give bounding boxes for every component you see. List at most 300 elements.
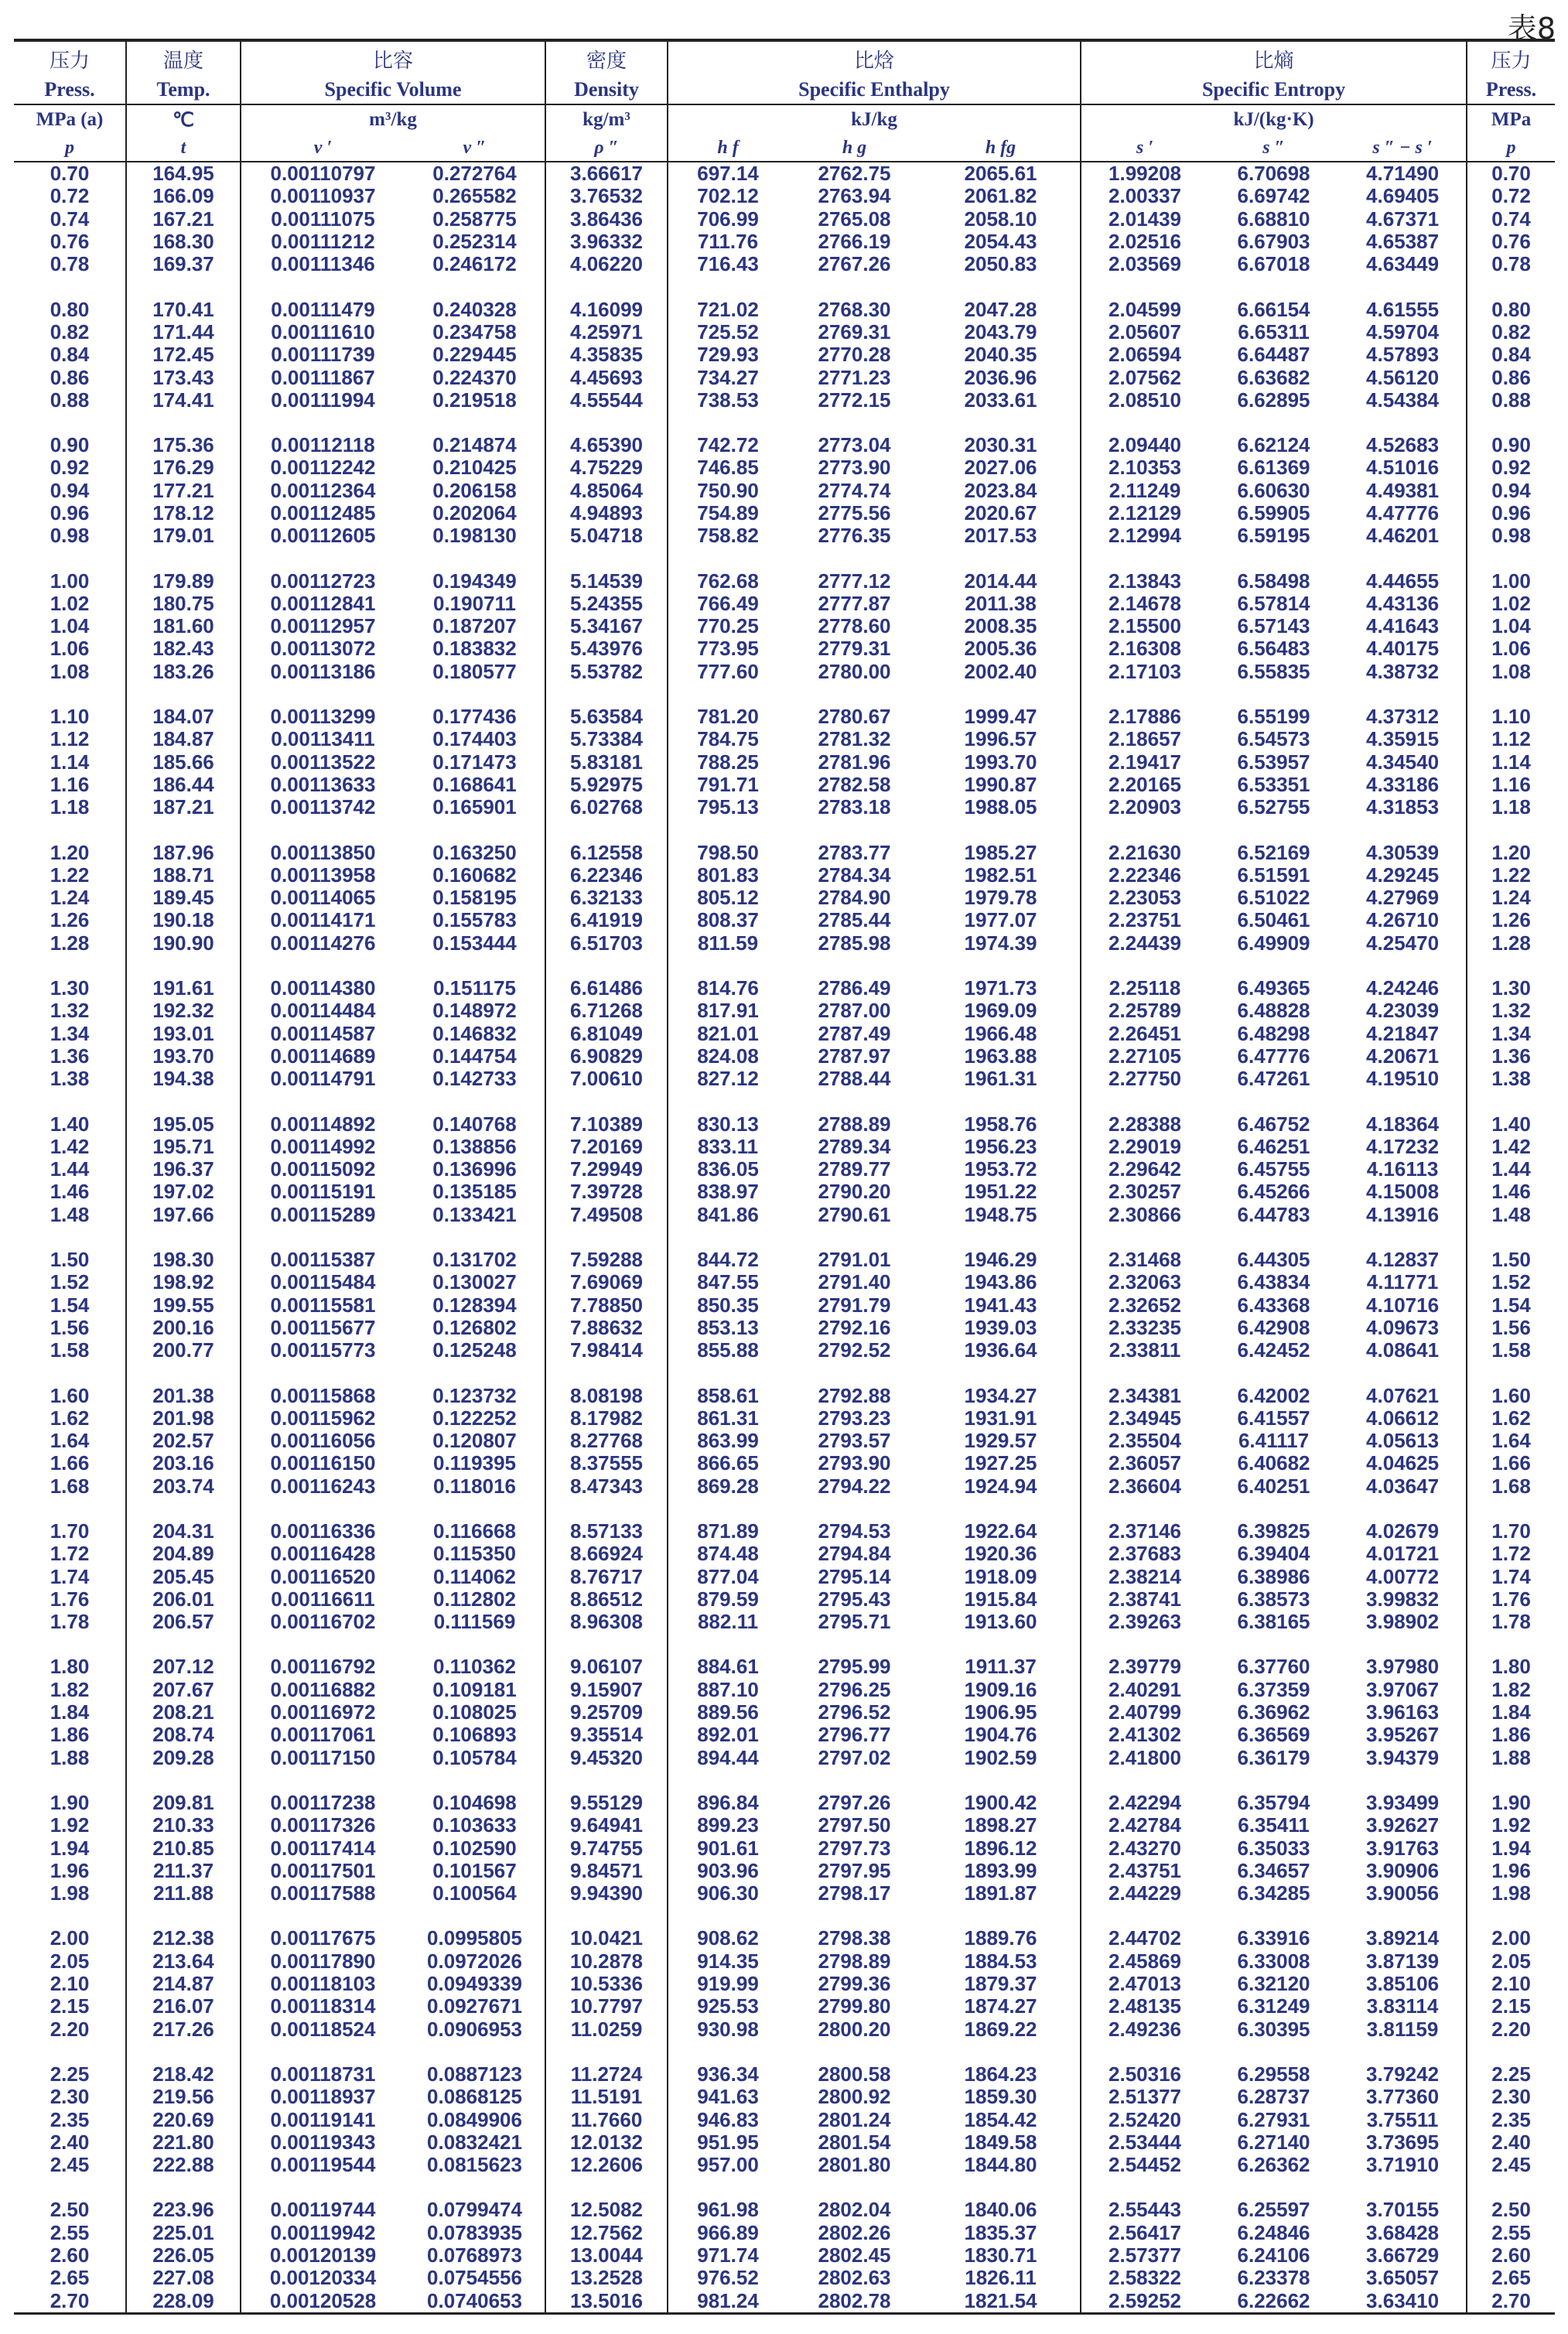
cell-sg: 6.44783 — [1237, 1203, 1310, 1226]
cell-temp: 183.26 — [126, 661, 241, 683]
cell-hg: 2797.95 — [818, 1859, 891, 1882]
cell-vg: 0.128394 — [432, 1293, 517, 1317]
cell-hfg: 2008.35 — [964, 615, 1037, 638]
cell-sg: 6.35033 — [1237, 1837, 1310, 1860]
cell-hg: 2765.08 — [818, 207, 891, 231]
cell-sfg: 4.13916 — [1366, 1203, 1440, 1226]
cell-temp: 198.30 — [126, 1249, 241, 1271]
cell-sf: 2.35504 — [1081, 1430, 1208, 1452]
cell-sg: 6.61369 — [1237, 456, 1310, 480]
cell-press2: 1.80 — [1467, 1656, 1555, 1678]
cell-hg: 2798.17 — [818, 1882, 891, 1905]
spacer-cell — [545, 2176, 668, 2199]
cell-sg: 6.33008 — [1237, 1950, 1310, 1973]
table-row — [14, 1384, 1555, 1406]
cell-vg: 0.0972026 — [427, 1950, 522, 1973]
cell-temp: 203.74 — [126, 1475, 241, 1498]
cell-vf: 0.00116702 — [241, 1611, 405, 1633]
cell-sg: 6.37359 — [1237, 1678, 1310, 1701]
header-enthalpy-unit: kJ/kg — [668, 104, 1081, 135]
cell-press: 1.18 — [50, 796, 90, 819]
spacer-cell — [1081, 955, 1208, 977]
cell-vg: 0.106893 — [432, 1724, 517, 1747]
cell-rho: 13.2528 — [545, 2267, 668, 2289]
cell-hfg: 1864.23 — [964, 2062, 1037, 2086]
cell-press2: 2.15 — [1467, 1995, 1555, 2018]
cell-rho: 11.7660 — [545, 2108, 668, 2131]
cell-press: 1.24 — [50, 887, 90, 910]
spacer-cell — [14, 1633, 126, 1656]
cell-sfg: 3.87139 — [1366, 1950, 1440, 1973]
cell-hfg: 1956.23 — [964, 1135, 1037, 1158]
cell-vg: 0.118016 — [433, 1475, 517, 1498]
table-row — [14, 253, 1555, 275]
cell-hg: 2798.38 — [818, 1927, 891, 1950]
spacer-cell — [668, 1226, 787, 1249]
cell-press2: 0.92 — [1467, 456, 1555, 479]
table-row — [14, 1181, 1555, 1203]
cell-hf: 766.49 — [668, 593, 787, 615]
cell-rho: 3.76532 — [545, 185, 668, 207]
table-row — [14, 2222, 1555, 2244]
cell-vg: 0.138856 — [432, 1135, 517, 1158]
cell-vg: 0.135185 — [432, 1181, 517, 1204]
cell-hf: 871.89 — [668, 1520, 787, 1543]
spacer-cell — [921, 2176, 1081, 2199]
cell-vf: 0.00115092 — [241, 1158, 405, 1181]
spacer-cell — [241, 683, 405, 706]
cell-hf: 946.83 — [668, 2108, 787, 2131]
table-row — [14, 1882, 1555, 1905]
table-label: 表8 — [1507, 12, 1556, 46]
cell-rho: 9.74755 — [545, 1837, 668, 1859]
cell-hg: 2796.52 — [818, 1700, 891, 1724]
cell-sf: 2.38214 — [1081, 1565, 1208, 1587]
cell-sf: 2.36057 — [1081, 1452, 1208, 1475]
spacer-cell — [1339, 1498, 1467, 1520]
cell-temp: 167.21 — [126, 208, 241, 231]
cell-press: 1.56 — [50, 1316, 90, 1339]
cell-hg: 2782.58 — [818, 773, 891, 796]
cell-sg: 6.52755 — [1237, 796, 1310, 819]
cell-press2: 1.84 — [1467, 1701, 1555, 1724]
table-row — [14, 185, 1555, 207]
cell-sf: 2.49236 — [1081, 2018, 1208, 2040]
cell-vf: 0.00119544 — [241, 2154, 405, 2176]
cell-vf: 0.00110937 — [241, 185, 405, 207]
cell-hf: 697.14 — [668, 162, 787, 185]
cell-rho: 10.0421 — [545, 1927, 668, 1950]
cell-sg: 6.24106 — [1237, 2243, 1310, 2267]
cell-temp: 184.87 — [126, 728, 241, 750]
cell-sg: 6.41117 — [1238, 1429, 1310, 1453]
cell-vg: 0.187207 — [432, 615, 517, 638]
header-volume-en: Specific Volume — [241, 76, 545, 104]
cell-hf: 821.01 — [668, 1023, 787, 1045]
spacer-cell — [1467, 1362, 1555, 1384]
cell-temp: 198.92 — [126, 1271, 241, 1293]
cell-sg: 6.28737 — [1237, 2086, 1310, 2109]
spacer-cell — [668, 1090, 787, 1112]
cell-vg: 0.126802 — [432, 1316, 517, 1339]
cell-sf: 2.25118 — [1081, 977, 1208, 1000]
cell-sg: 6.57143 — [1237, 615, 1310, 638]
cell-hg: 2802.26 — [818, 2221, 891, 2244]
cell-press2: 1.26 — [1467, 909, 1555, 931]
cell-sf: 2.27750 — [1081, 1068, 1208, 1090]
spacer-cell — [787, 683, 921, 706]
cell-press: 1.04 — [50, 615, 90, 638]
cell-press: 1.80 — [50, 1656, 90, 1679]
spacer-cell — [1208, 2041, 1339, 2063]
cell-sfg: 3.97980 — [1366, 1656, 1440, 1679]
cell-sf: 2.18657 — [1081, 728, 1208, 750]
cell-hg: 2787.49 — [818, 1022, 891, 1045]
cell-vg: 0.122252 — [432, 1406, 517, 1430]
cell-sg: 6.67018 — [1237, 253, 1310, 276]
spacer-cell — [1339, 547, 1467, 569]
header-sfg-symbol: s ″ − s ′ — [1339, 135, 1467, 162]
spacer-cell — [921, 412, 1081, 434]
cell-press2: 1.30 — [1467, 977, 1555, 1000]
cell-sfg: 4.37312 — [1366, 705, 1440, 729]
cell-hg: 2786.49 — [818, 976, 891, 1000]
cell-vf: 0.00113633 — [241, 774, 405, 796]
cell-press: 1.02 — [50, 592, 90, 615]
cell-sf: 2.59252 — [1081, 2289, 1208, 2313]
cell-temp: 166.09 — [126, 185, 241, 207]
cell-rho: 10.5336 — [545, 1973, 668, 1995]
spacer-cell — [1081, 275, 1208, 298]
cell-vf: 0.00116972 — [241, 1701, 405, 1724]
cell-vf: 0.00113299 — [241, 706, 405, 728]
cell-sf: 2.17886 — [1081, 706, 1208, 728]
cell-temp: 204.31 — [126, 1520, 241, 1543]
cell-vg: 0.0799474 — [427, 2199, 522, 2222]
cell-sfg: 4.08641 — [1366, 1339, 1440, 1362]
cell-press2: 0.78 — [1467, 253, 1555, 275]
cell-sfg: 4.33186 — [1366, 773, 1440, 796]
cell-temp: 213.64 — [126, 1950, 241, 1973]
cell-vf: 0.00117414 — [241, 1837, 405, 1859]
cell-rho: 10.7797 — [545, 1995, 668, 2018]
cell-sfg: 4.07621 — [1366, 1384, 1440, 1407]
cell-press2: 1.52 — [1467, 1271, 1555, 1293]
cell-sf: 2.37146 — [1081, 1520, 1208, 1543]
spacer-cell — [787, 1633, 921, 1656]
cell-sg: 6.23378 — [1237, 2267, 1310, 2290]
cell-sf: 2.23053 — [1081, 887, 1208, 909]
cell-press: 0.98 — [50, 525, 90, 548]
cell-press: 1.14 — [50, 750, 90, 774]
spacer-cell — [545, 547, 668, 569]
cell-vf: 0.00113072 — [241, 637, 405, 660]
cell-press2: 1.78 — [1467, 1611, 1555, 1633]
cell-hfg: 1922.64 — [964, 1519, 1037, 1543]
group-spacer — [14, 2041, 1555, 2063]
cell-hfg: 1902.59 — [964, 1746, 1037, 1769]
cell-sfg: 4.51016 — [1366, 456, 1440, 480]
cell-hf: 901.61 — [668, 1837, 787, 1859]
cell-hf: 844.72 — [668, 1249, 787, 1271]
cell-sfg: 4.26710 — [1366, 909, 1440, 932]
table-row — [14, 1339, 1555, 1362]
cell-sf: 2.38741 — [1081, 1588, 1208, 1611]
spacer-cell — [668, 1633, 787, 1656]
cell-temp: 218.42 — [126, 2063, 241, 2086]
spacer-cell — [126, 683, 241, 706]
cell-sg: 6.53351 — [1237, 773, 1310, 796]
cell-hg: 2792.88 — [818, 1384, 891, 1407]
cell-sg: 6.46251 — [1237, 1135, 1310, 1158]
cell-vg: 0.0949339 — [427, 1972, 522, 1996]
cell-sf: 2.37683 — [1081, 1543, 1208, 1565]
cell-sfg: 4.56120 — [1366, 366, 1440, 389]
cell-press: 2.05 — [50, 1950, 90, 1973]
cell-press: 1.82 — [50, 1678, 90, 1701]
cell-vg: 0.171473 — [432, 750, 517, 774]
cell-press: 1.16 — [50, 773, 90, 796]
cell-hfg: 1999.47 — [964, 705, 1037, 729]
cell-rho: 4.25971 — [545, 321, 668, 343]
cell-vg: 0.234758 — [432, 320, 517, 343]
header-press2-symbol: p — [1467, 135, 1555, 162]
cell-temp: 192.32 — [126, 1000, 241, 1022]
cell-press: 1.08 — [50, 660, 90, 683]
cell-hg: 2794.22 — [818, 1475, 891, 1498]
header-entropy-cn: 比熵 — [1081, 40, 1467, 76]
spacer-cell — [1081, 547, 1208, 569]
spacer-cell — [921, 1090, 1081, 1112]
cell-rho: 5.04718 — [545, 525, 668, 547]
cell-hfg: 1941.43 — [964, 1293, 1037, 1317]
cell-press2: 2.25 — [1467, 2063, 1555, 2086]
cell-press: 1.58 — [50, 1339, 90, 1362]
spacer-cell — [126, 1633, 241, 1656]
group-spacer — [14, 1498, 1555, 1520]
cell-rho: 6.32133 — [545, 887, 668, 909]
cell-vf: 0.00115677 — [241, 1317, 405, 1339]
cell-sfg: 4.34540 — [1366, 750, 1440, 774]
table-row — [14, 1747, 1555, 1769]
table-row — [14, 1973, 1555, 1995]
cell-sfg: 4.35915 — [1366, 728, 1440, 751]
cell-hfg: 1996.57 — [964, 728, 1037, 751]
cell-rho: 9.45320 — [545, 1747, 668, 1769]
cell-hfg: 1963.88 — [964, 1044, 1037, 1068]
cell-temp: 178.12 — [126, 502, 241, 525]
cell-hfg: 1913.60 — [964, 1611, 1037, 1634]
spacer-cell — [1208, 412, 1339, 434]
cell-press: 1.88 — [50, 1746, 90, 1769]
cell-hf: 711.76 — [668, 231, 787, 253]
cell-press: 2.45 — [50, 2153, 90, 2177]
cell-hfg: 2014.44 — [964, 569, 1037, 593]
cell-temp: 202.57 — [126, 1430, 241, 1452]
cell-sg: 6.68810 — [1237, 207, 1310, 231]
cell-rho: 5.14539 — [545, 569, 668, 592]
spacer-cell — [1208, 1633, 1339, 1656]
cell-press2: 1.88 — [1467, 1747, 1555, 1769]
cell-vf: 0.00114892 — [241, 1112, 405, 1135]
cell-vf: 0.00119141 — [241, 2108, 405, 2131]
cell-sf: 2.12129 — [1081, 502, 1208, 525]
table-row — [14, 887, 1555, 909]
spacer-cell — [668, 1498, 787, 1520]
cell-sg: 6.36569 — [1237, 1724, 1310, 1747]
cell-hf: 882.11 — [668, 1611, 787, 1633]
cell-hfg: 2011.38 — [965, 592, 1037, 615]
spacer-cell — [921, 683, 1081, 706]
cell-press2: 2.35 — [1467, 2108, 1555, 2131]
cell-vg: 0.168641 — [432, 773, 517, 796]
cell-hf: 914.35 — [668, 1950, 787, 1973]
cell-temp: 211.37 — [126, 1860, 241, 1882]
cell-vf: 0.00111346 — [241, 253, 405, 275]
header-press-en: Press. — [14, 76, 126, 104]
spacer-cell — [1467, 1633, 1555, 1656]
cell-sg: 6.24846 — [1237, 2221, 1310, 2244]
cell-vg: 0.252314 — [432, 230, 517, 254]
cell-hg: 2771.23 — [818, 366, 891, 389]
cell-press2: 1.76 — [1467, 1588, 1555, 1611]
cell-sg: 6.44305 — [1237, 1248, 1310, 1272]
cell-temp: 209.28 — [126, 1747, 241, 1769]
cell-temp: 191.61 — [126, 977, 241, 1000]
cell-sf: 2.33811 — [1081, 1339, 1208, 1362]
cell-hfg: 1939.03 — [964, 1316, 1037, 1339]
cell-hfg: 1840.06 — [964, 2199, 1037, 2222]
spacer-cell — [14, 955, 126, 977]
cell-sf: 2.20165 — [1081, 774, 1208, 796]
spacer-cell — [126, 1498, 241, 1520]
cell-sg: 6.57814 — [1237, 592, 1310, 615]
cell-hg: 2785.44 — [818, 909, 891, 932]
cell-sf: 2.44229 — [1081, 1882, 1208, 1905]
cell-sf: 2.47013 — [1081, 1973, 1208, 1995]
cell-press: 1.42 — [50, 1135, 90, 1158]
cell-hg: 2795.43 — [818, 1587, 891, 1611]
spacer-cell — [405, 818, 545, 841]
cell-hg: 2792.16 — [818, 1316, 891, 1339]
cell-hfg: 1879.37 — [964, 1972, 1037, 1996]
cell-vf: 0.00117890 — [241, 1950, 405, 1973]
cell-press: 1.46 — [50, 1181, 90, 1204]
cell-vg: 0.210425 — [432, 456, 517, 480]
cell-rho: 8.76717 — [545, 1565, 668, 1587]
cell-rho: 9.64941 — [545, 1814, 668, 1837]
cell-vg: 0.123732 — [432, 1384, 517, 1407]
cell-press2: 1.08 — [1467, 661, 1555, 683]
cell-hg: 2801.54 — [818, 2131, 891, 2154]
cell-sf: 2.50316 — [1081, 2063, 1208, 2086]
cell-sf: 2.44702 — [1081, 1927, 1208, 1950]
table-row — [14, 2063, 1555, 2086]
cell-temp: 175.36 — [126, 434, 241, 456]
cell-vf: 0.00117501 — [241, 1860, 405, 1882]
cell-sf: 2.33235 — [1081, 1317, 1208, 1339]
cell-hg: 2795.71 — [818, 1611, 891, 1634]
cell-press: 1.72 — [50, 1543, 90, 1566]
cell-sg: 6.59905 — [1237, 501, 1310, 525]
cell-hfg: 2058.10 — [964, 207, 1037, 231]
cell-press: 2.40 — [50, 2131, 90, 2154]
table-row — [14, 1814, 1555, 1837]
cell-temp: 212.38 — [126, 1927, 241, 1950]
table-row — [14, 1293, 1555, 1316]
cell-sg: 6.63682 — [1237, 366, 1310, 389]
cell-hg: 2781.96 — [818, 750, 891, 774]
cell-rho: 6.71268 — [545, 1000, 668, 1022]
spacer-cell — [241, 2041, 405, 2063]
cell-temp: 173.43 — [126, 366, 241, 388]
cell-press2: 1.42 — [1467, 1136, 1555, 1158]
cell-sf: 2.07562 — [1081, 366, 1208, 388]
cell-vg: 0.0815623 — [427, 2153, 522, 2177]
cell-press2: 1.62 — [1467, 1407, 1555, 1430]
spacer-cell — [14, 547, 126, 569]
cell-hg: 2792.52 — [818, 1339, 891, 1362]
cell-sg: 6.59195 — [1237, 525, 1310, 548]
spacer-cell — [668, 412, 787, 434]
cell-hg: 2801.24 — [818, 2108, 891, 2131]
spacer-cell — [1081, 1090, 1208, 1112]
cell-hg: 2789.77 — [818, 1157, 891, 1181]
cell-sf: 2.36604 — [1081, 1475, 1208, 1498]
cell-sfg: 4.00772 — [1366, 1565, 1440, 1588]
cell-sfg: 3.71910 — [1366, 2153, 1440, 2177]
cell-hf: 788.25 — [668, 751, 787, 774]
cell-temp: 217.26 — [126, 2018, 241, 2040]
cell-sg: 6.52169 — [1237, 841, 1310, 864]
cell-press: 0.72 — [50, 185, 90, 208]
cell-sfg: 3.93499 — [1366, 1791, 1440, 1814]
cell-rho: 5.24355 — [545, 593, 668, 615]
cell-press2: 1.58 — [1467, 1339, 1555, 1362]
cell-press2: 0.96 — [1467, 502, 1555, 525]
cell-sg: 6.27931 — [1237, 2108, 1310, 2131]
spacer-cell — [921, 1226, 1081, 1249]
cell-rho: 8.08198 — [545, 1384, 668, 1406]
cell-hfg: 1948.75 — [964, 1203, 1037, 1226]
cell-temp: 206.01 — [126, 1588, 241, 1611]
cell-sfg: 4.27969 — [1366, 887, 1440, 910]
cell-rho: 9.06107 — [545, 1656, 668, 1678]
cell-press2: 2.55 — [1467, 2222, 1555, 2244]
cell-press: 0.96 — [50, 501, 90, 525]
cell-sfg: 4.69405 — [1366, 185, 1440, 208]
cell-press: 1.10 — [50, 705, 90, 729]
cell-vf: 0.00120139 — [241, 2244, 405, 2267]
header-press2-en: Press. — [1467, 76, 1555, 104]
cell-press: 2.60 — [50, 2243, 90, 2267]
spacer-cell — [405, 275, 545, 298]
group-spacer — [14, 1905, 1555, 1927]
cell-rho: 4.94893 — [545, 502, 668, 525]
spacer-cell — [1467, 2041, 1555, 2063]
cell-hf: 706.99 — [668, 208, 787, 231]
header-press-unit: MPa (a) — [36, 109, 104, 130]
cell-vf: 0.00114992 — [241, 1136, 405, 1158]
cell-hg: 2781.32 — [818, 728, 891, 751]
spacer-cell — [545, 1633, 668, 1656]
cell-hf: 742.72 — [668, 434, 787, 456]
cell-sg: 6.50461 — [1237, 909, 1310, 932]
cell-press: 0.92 — [50, 456, 90, 480]
cell-rho: 7.49508 — [545, 1204, 668, 1226]
cell-vg: 0.102590 — [432, 1837, 517, 1860]
cell-hg: 2776.35 — [818, 525, 891, 548]
